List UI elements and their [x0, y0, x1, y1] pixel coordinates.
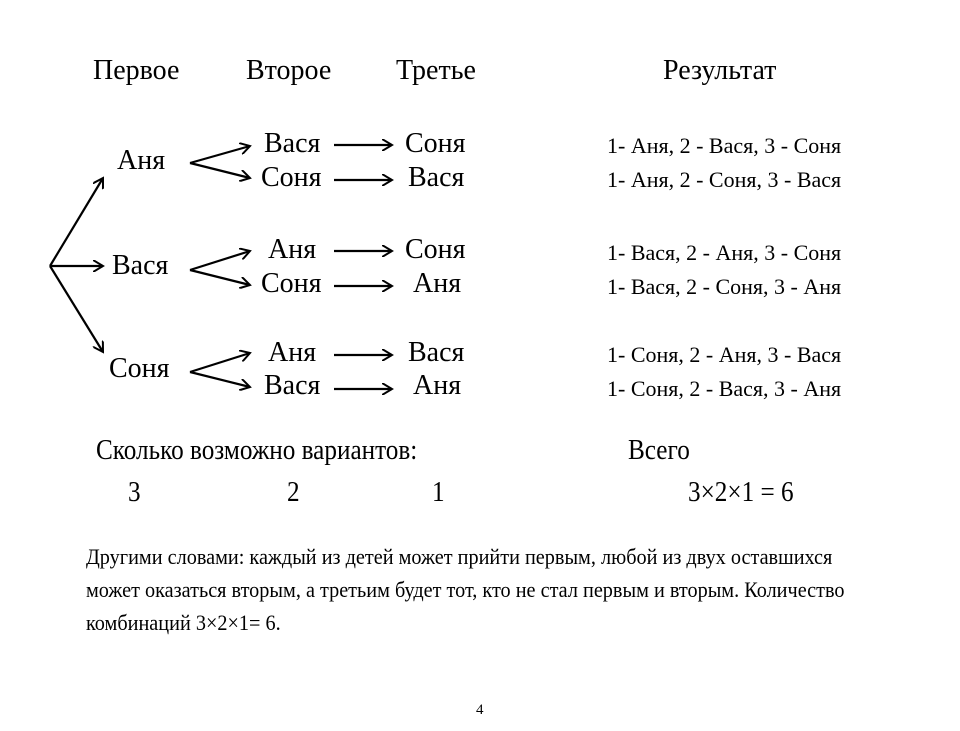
- node-first-vasya: Вася: [112, 250, 169, 281]
- page-number: 4: [476, 702, 484, 718]
- total-formula: 3×2×1 = 6: [688, 477, 794, 508]
- result-row: 1- Вася, 2 - Аня, 3 - Соня: [607, 240, 842, 265]
- count-question: Сколько возможно вариантов:: [96, 435, 418, 466]
- node-third: Соня: [405, 234, 466, 265]
- header-first: Первое: [93, 55, 180, 86]
- total-label: Всего: [628, 435, 690, 466]
- node-second: Аня: [268, 337, 317, 368]
- result-row: 1- Вася, 2 - Соня, 3 - Аня: [607, 274, 842, 299]
- result-row: 1- Соня, 2 - Вася, 3 - Аня: [607, 376, 842, 401]
- header-third: Третье: [396, 55, 476, 86]
- header-second: Второе: [246, 55, 332, 86]
- count-second: 2: [287, 477, 300, 508]
- node-first-sonya: Соня: [109, 353, 170, 384]
- result-row: 1- Соня, 2 - Аня, 3 - Вася: [607, 342, 842, 367]
- node-third: Аня: [413, 268, 462, 299]
- node-first-anya: Аня: [117, 145, 166, 176]
- node-second: Соня: [261, 268, 322, 299]
- node-second: Аня: [268, 234, 317, 265]
- node-second: Соня: [261, 162, 322, 193]
- node-third: Соня: [405, 128, 466, 159]
- node-second: Вася: [264, 370, 321, 401]
- count-first: 3: [128, 477, 141, 508]
- node-second: Вася: [264, 128, 321, 159]
- count-third: 1: [432, 477, 445, 508]
- result-row: 1- Аня, 2 - Соня, 3 - Вася: [607, 167, 842, 192]
- node-third: Вася: [408, 162, 465, 193]
- header-result: Результат: [663, 55, 777, 86]
- node-third: Аня: [413, 370, 462, 401]
- result-row: 1- Аня, 2 - Вася, 3 - Соня: [607, 133, 842, 158]
- explanation-paragraph: Другими словами: каждый из детей может прийти первым, любой из двух оставшихся может оказаться вторым, а третьим будет тот, кто не стал первым и вторым. Количество комбинаций 3×2×1= 6.: [86, 544, 845, 635]
- node-third: Вася: [408, 337, 465, 368]
